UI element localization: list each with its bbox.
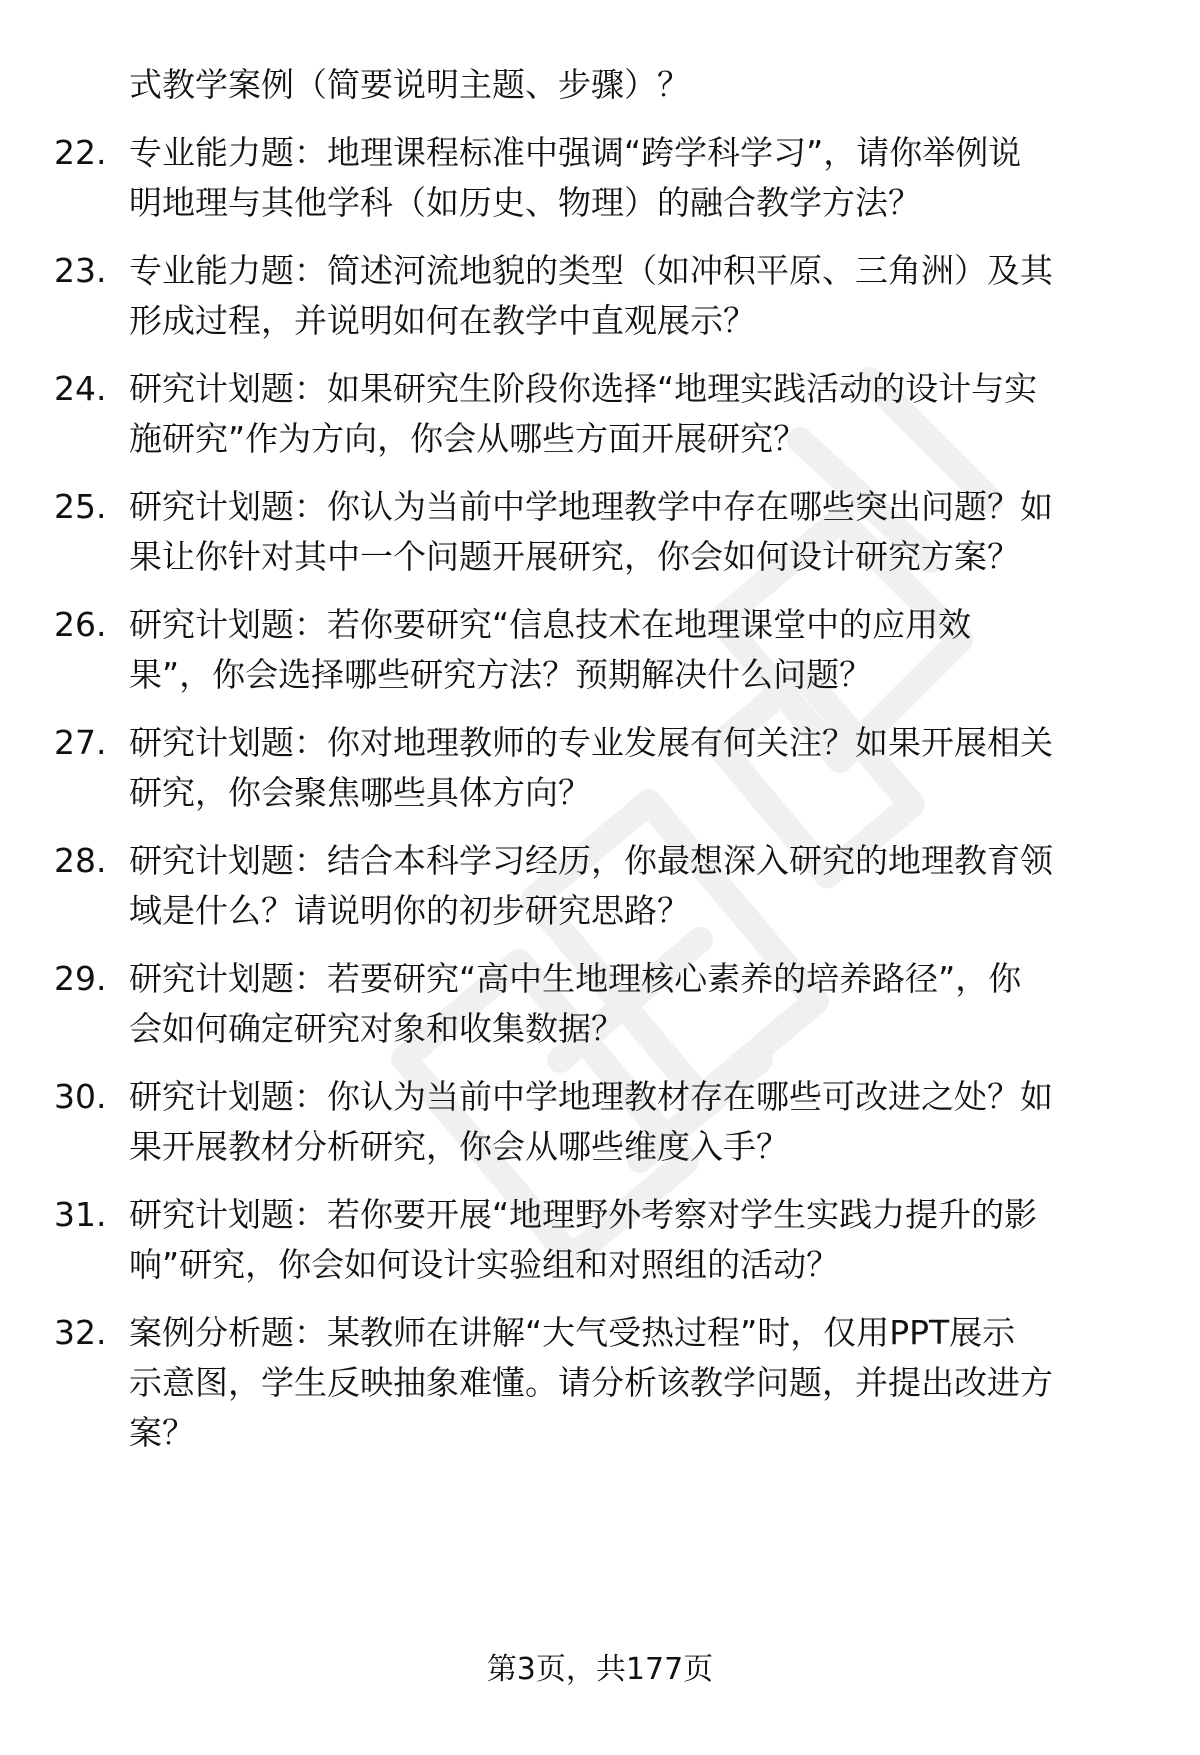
question-number: 23.	[54, 251, 107, 290]
question-number: 22.	[54, 133, 107, 172]
question-line: 研究计划题：你认为当前中学地理教材存在哪些可改进之处？如	[129, 1077, 1053, 1116]
question-line: 域是什么？请说明你的初步研究思路？	[129, 891, 690, 930]
question-number: 29.	[54, 959, 107, 998]
question-line: 案？	[129, 1413, 195, 1452]
continuation-line: 式教学案例（简要说明主题、步骤）？	[129, 65, 690, 104]
question-number: 24.	[54, 369, 107, 408]
question-text	[129, 1072, 1149, 1172]
question-text	[129, 1308, 1149, 1458]
question-line: 专业能力题：地理课程标准中强调“跨学科学习”，请你举例说	[129, 133, 1022, 172]
question-text	[129, 600, 1149, 700]
question-number: 28.	[54, 841, 107, 880]
question-line: 施研究”作为方向，你会从哪些方面开展研究？	[129, 419, 807, 458]
question-text	[129, 482, 1149, 582]
page-footer: 第3页，共177页	[486, 1652, 714, 1687]
question-number: 32.	[54, 1313, 107, 1352]
question-line: 果让你针对其中一个问题开展研究，你会如何设计研究方案？	[129, 537, 1020, 576]
question-text	[129, 954, 1149, 1054]
question-number: 30.	[54, 1077, 107, 1116]
question-text	[129, 836, 1149, 936]
question-line: 研究计划题：若要研究“高中生地理核心素养的培养路径”，你	[129, 959, 1022, 998]
question-text	[129, 364, 1149, 464]
question-number: 26.	[54, 605, 107, 644]
question-line: 形成过程，并说明如何在教学中直观展示？	[129, 301, 756, 340]
question-text	[129, 246, 1149, 346]
question-line: 果”，你会选择哪些研究方法？预期解决什么问题？	[129, 655, 873, 694]
question-line: 会如何确定研究对象和收集数据？	[129, 1009, 624, 1048]
question-line: 果开展教材分析研究，你会从哪些维度入手？	[129, 1127, 789, 1166]
question-number: 27.	[54, 723, 107, 762]
question-line: 专业能力题：简述河流地貌的类型（如冲积平原、三角洲）及其	[129, 251, 1053, 290]
question-line: 研究计划题：你认为当前中学地理教学中存在哪些突出问题？如	[129, 487, 1053, 526]
question-line: 案例分析题：某教师在讲解“大气受热过程”时，仅用PPT展示	[129, 1313, 1016, 1352]
question-line: 明地理与其他学科（如历史、物理）的融合教学方法？	[129, 183, 921, 222]
question-number: 31.	[54, 1195, 107, 1234]
question-line: 响”研究，你会如何设计实验组和对照组的活动？	[129, 1245, 840, 1284]
question-line: 示意图，学生反映抽象难懂。请分析该教学问题，并提出改进方	[129, 1363, 1053, 1402]
question-number: 25.	[54, 487, 107, 526]
question-line: 研究计划题：你对地理教师的专业发展有何关注？如果开展相关	[129, 723, 1053, 762]
question-line: 研究计划题：结合本科学习经历，你最想深入研究的地理教育领	[129, 841, 1053, 880]
question-text	[129, 718, 1149, 818]
question-text	[129, 128, 1149, 228]
question-line: 研究，你会聚焦哪些具体方向？	[129, 773, 591, 812]
question-line: 研究计划题：若你要开展“地理野外考察对学生实践力提升的影	[129, 1195, 1038, 1234]
question-text	[129, 1190, 1149, 1290]
question-line: 研究计划题：若你要研究“信息技术在地理课堂中的应用效	[129, 605, 972, 644]
question-line: 研究计划题：如果研究生阶段你选择“地理实践活动的设计与实	[129, 369, 1038, 408]
